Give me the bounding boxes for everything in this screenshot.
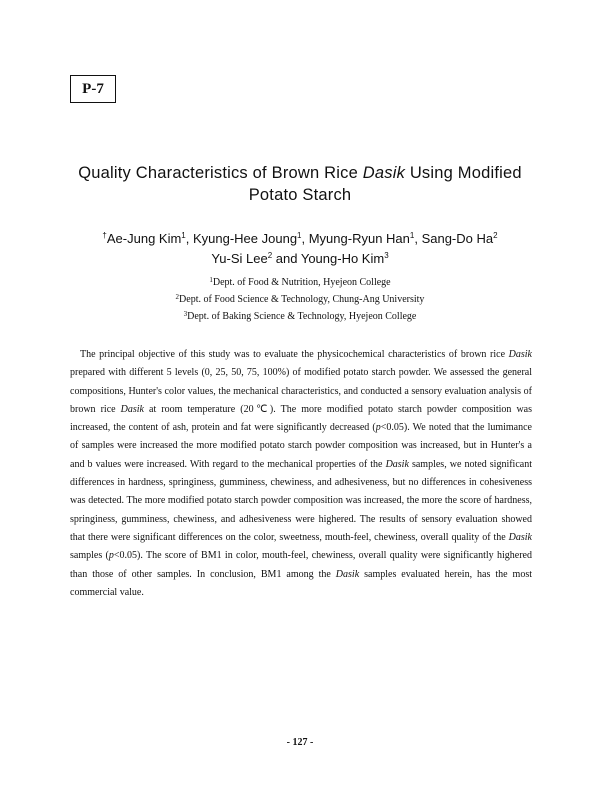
title-italic: Dasik — [362, 164, 406, 182]
corresponding-mark: † — [102, 231, 107, 240]
affiliation-text: Dept. of Food Science & Technology, Chung-Ang University — [179, 294, 425, 305]
page-number: - 127 - — [286, 737, 314, 748]
abstract-italic: Dasik — [120, 403, 144, 415]
affiliation-item — [40, 308, 560, 325]
affiliation-mark: 1 — [209, 276, 213, 284]
affiliation-item — [40, 274, 560, 291]
abstract-text: samples evaluated herein, has the most commercial value. — [70, 568, 532, 598]
abstract-italic: Dasik — [508, 531, 532, 543]
abstract-body — [70, 346, 532, 602]
abstract-text: samples ( — [70, 550, 109, 562]
author-affil-mark: 2 — [493, 231, 498, 240]
author-name: , Myung-Ryun Han — [301, 231, 410, 246]
author-name: , Kyung-Hee Joung — [185, 231, 298, 246]
abstract-text: samples, we noted significant differences in hardness, springiness, gumminess, chewiness, and adhesiveness, but no differences in cohesiveness was detected. The more modified potato starch powder composition was increased, the more the score of hardness, springiness, gumminess, chewiness, and adhesiveness were highered. The results of sensory evaluation showed that there were significant differences on the color, sweetness, mouth-feel, chewiness, overall quality of the — [70, 458, 532, 543]
affiliation-list — [40, 274, 560, 325]
title-part1: Quality Characteristics of Brown Rice — [78, 164, 363, 182]
author-name: Ae-Jung Kim — [106, 231, 182, 246]
author-affil-mark: 1 — [181, 231, 186, 240]
abstract-text: <0.05). The score of BM1 in color, mouth-feel, chewiness, overall quality were significantly highered than those of other samples. In conclusion, BM1 among the — [70, 550, 532, 580]
author-affil-mark: 1 — [297, 231, 302, 240]
affiliation-mark: 2 — [175, 293, 180, 301]
affiliation-item — [40, 291, 560, 308]
abstract-italic: p — [375, 422, 381, 434]
author-affil-mark: 1 — [409, 231, 415, 240]
abstract-italic: Dasik — [508, 349, 532, 360]
author-name: and Young-Ho Kim — [272, 251, 385, 266]
author-affil-mark: 3 — [384, 251, 389, 260]
affiliation-text: Dept. of Food & Nutrition, Hyejeon College — [212, 277, 391, 288]
affiliation-mark: 3 — [183, 310, 188, 318]
author-name: Yu-Si Lee — [211, 251, 268, 266]
abstract-italic: p — [108, 550, 114, 562]
author-affil-mark: 2 — [267, 251, 273, 260]
abstract-text: The principal objective of this study was to evaluate the physicochemical characteristics of brown rice — [80, 349, 509, 360]
author-list — [40, 229, 560, 269]
abstract-text: prepared with different 5 levels (0, 25, 50, 75, 100%) of modified potato starch powder. We assessed the general compositions, Hunter's color values, the mechanical characteristics, and conducted a sensory evaluation analysis of brown rice — [70, 367, 532, 415]
abstract-code: P-7 — [82, 80, 104, 97]
abstract-code-box — [70, 75, 116, 103]
abstract-text: at room temperature (20℃). The more modified potato starch powder composition was increased, the content of ash, protein and fat were significantly decreased ( — [70, 403, 532, 434]
abstract-italic: Dasik — [385, 458, 409, 470]
abstract-text: <0.05). We noted that the lumimance of samples were increased the more modified potato starch powder composition was increased, but in Hunter's a and b values were increased. With regard to the mechanical properties of the — [70, 422, 532, 470]
author-name: , Sang-Do Ha — [414, 231, 494, 246]
title-line2: Potato Starch — [248, 186, 352, 204]
affiliation-text: Dept. of Baking Science & Technology, Hyejeon College — [187, 311, 417, 322]
paper-title — [40, 162, 560, 206]
title-part2: Using Modified — [405, 164, 522, 182]
abstract-italic: Dasik — [335, 568, 360, 580]
